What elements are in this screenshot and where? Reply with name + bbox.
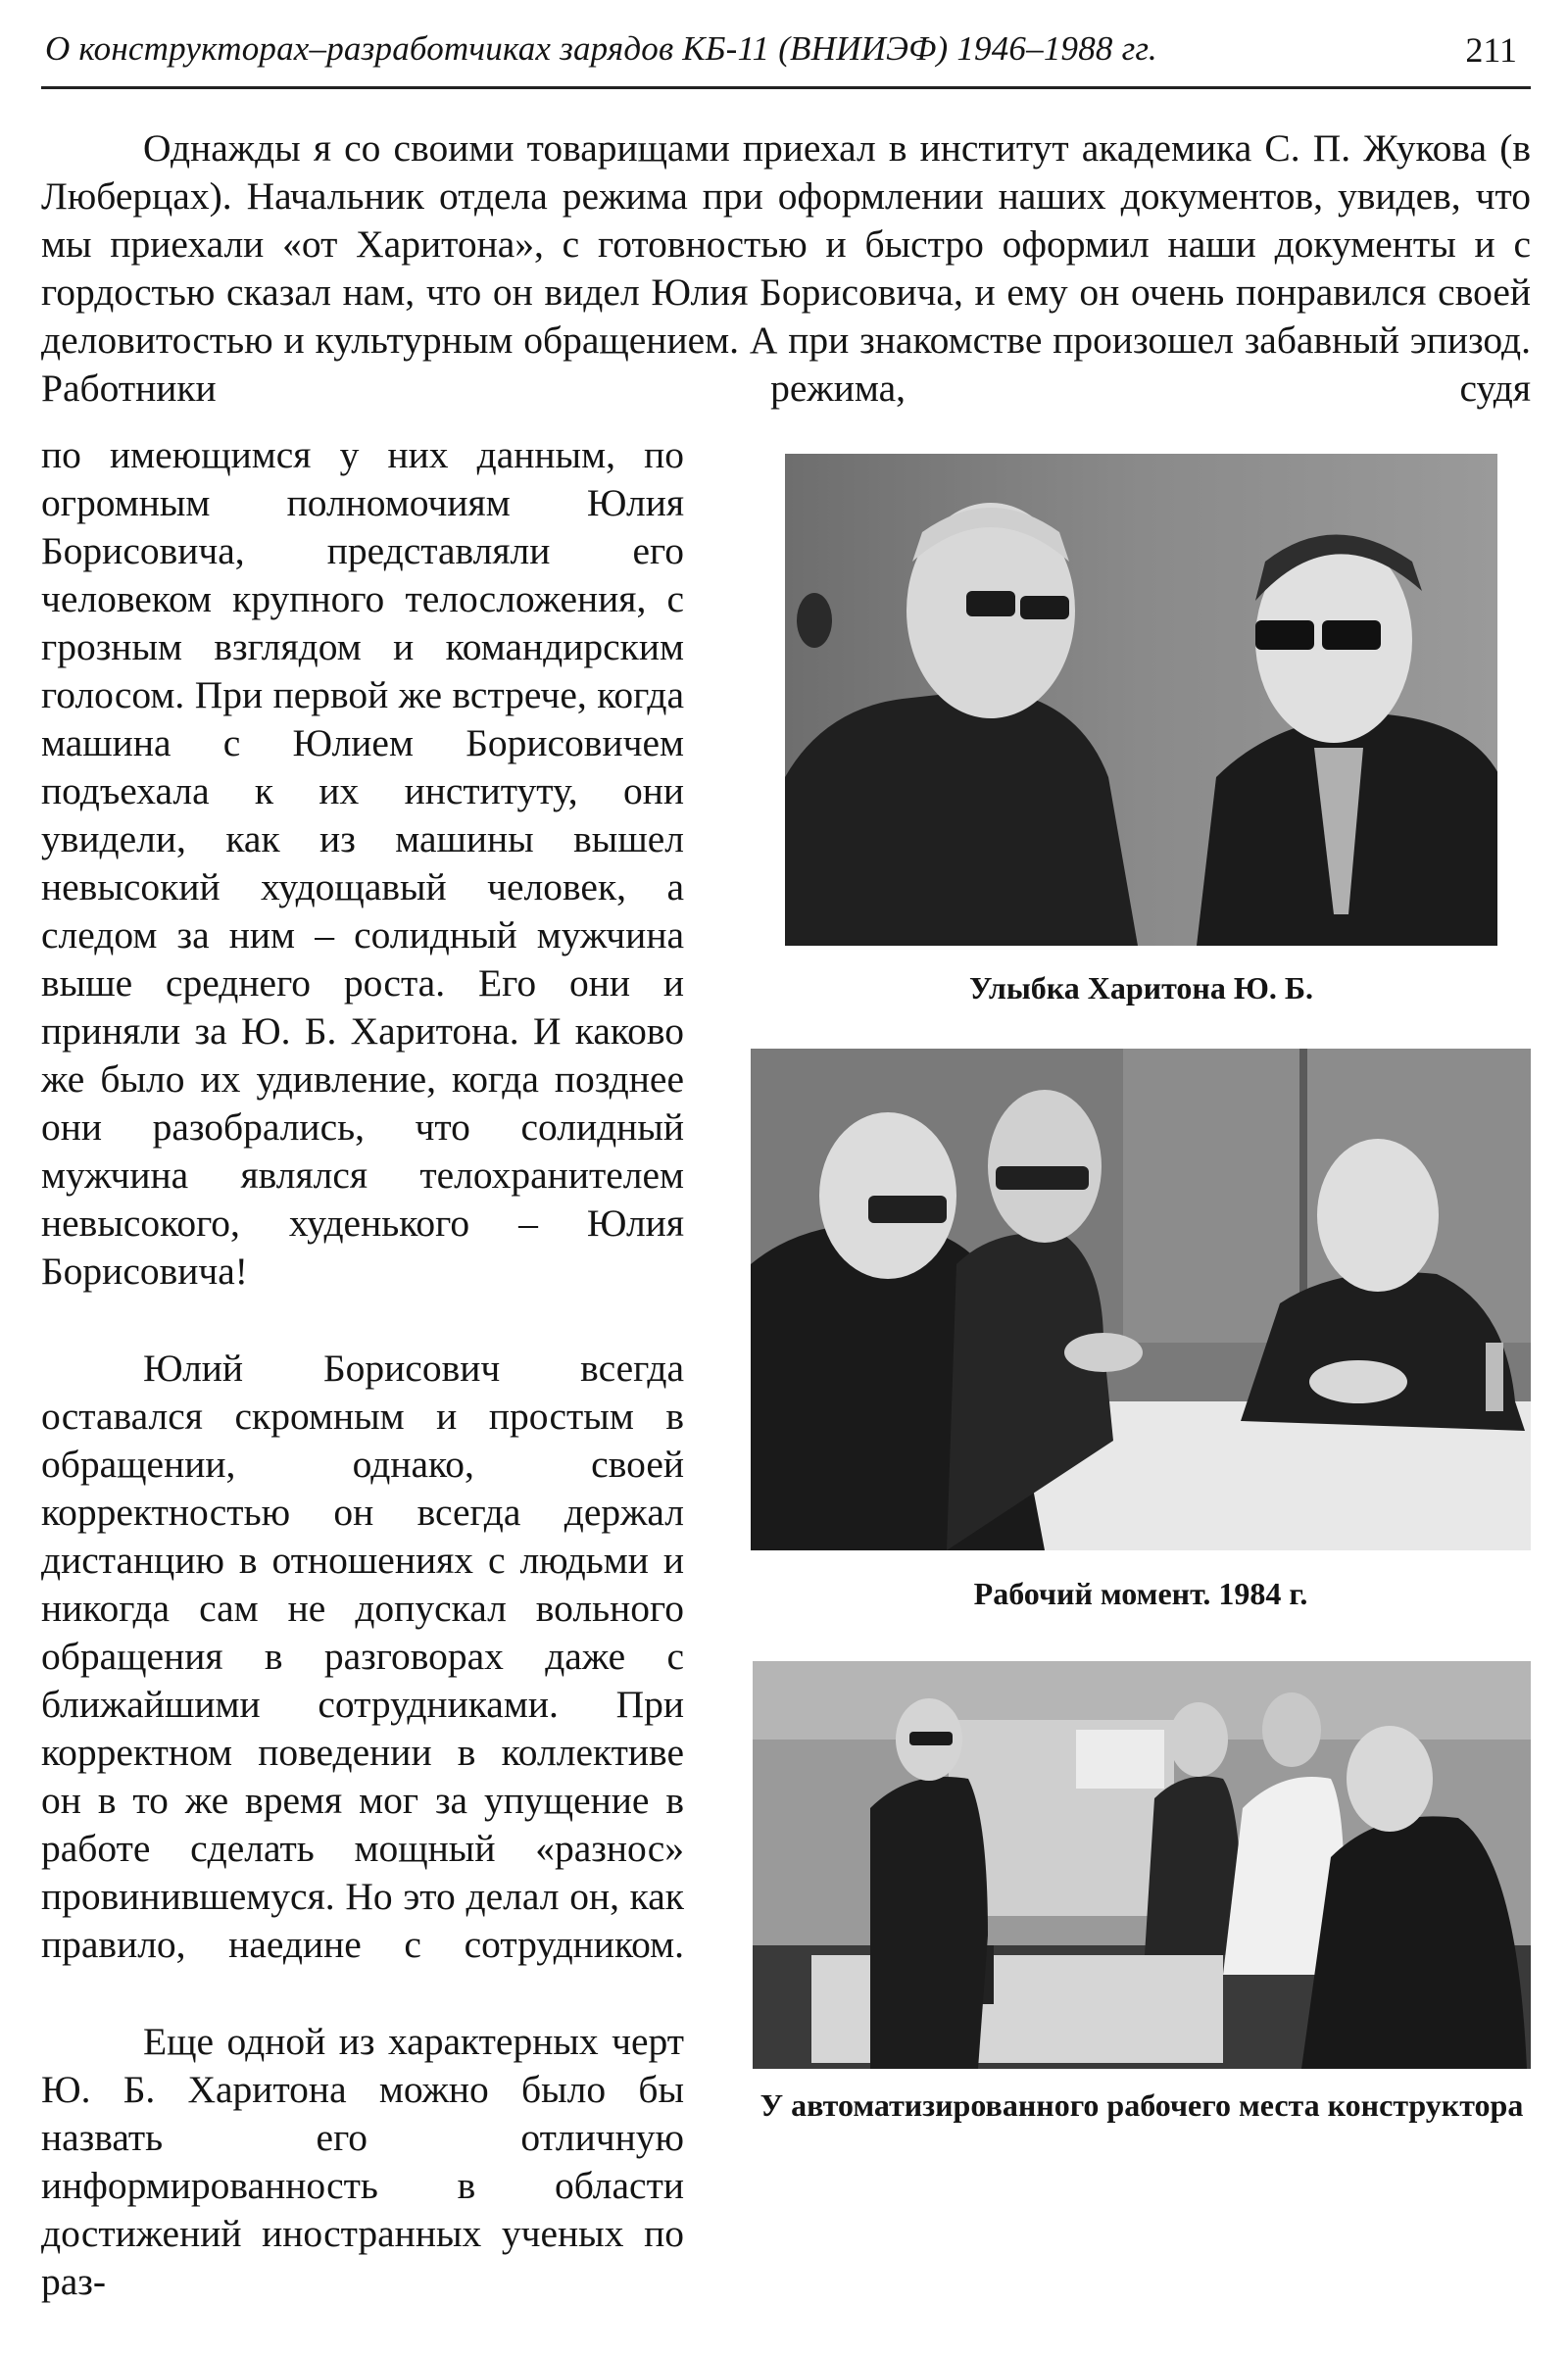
running-title: О конструкторах–разработчиках зарядов КБ-11 (ВНИИЭФ) 1946–1988 гг.: [45, 29, 1157, 68]
running-header: [41, 25, 1531, 89]
lead-text-block: [41, 124, 1531, 461]
column-paragraph: по имеющимся у них данным, по огромным полномочиям Юлия Борисовича, представляли его человеком крупного телосложения, с грозным взглядом и командирским голосом. При первой же встрече, когда машина с Юлием Борисовичем подъехала к их институту, они увидели, как из машины вышел невысокий худощавый человек, а следом за ним – солидный мужчина выше среднего роста. Его они и приняли за Ю. Б. Харитона. И каково же было их удивление, когда позднее они разобрались, что солидный мужчина являлся телохранителем невысокого, худенького – Юлия Борисовича!: [41, 433, 684, 1293]
photo-automated-workstation: [753, 1661, 1531, 2069]
photo-khariton-smile: [785, 454, 1497, 946]
figure-caption: Улыбка Харитона Ю. Б.: [968, 970, 1314, 1005]
text-column: [41, 431, 684, 2354]
figure-caption: У автоматизированного рабочего места конструктора: [760, 2087, 1524, 2123]
lead-paragraph: Однажды я со своими товарищами приехал в институт академика С. П. Жукова (в Люберцах). Начальник отдела режима при оформлении наших документов, увидев, что мы приехали «от Харитона», с готовностью и быстро оформил наши документы и с гордостью сказал нам, что он видел Юлия Борисовича, и ему он очень понравился своей деловитостью и культурным обращением. А при знакомстве произошел забавный эпизод. Работники режима, судя: [41, 126, 1531, 410]
page-number: 211: [1465, 30, 1517, 70]
column-paragraph: Юлий Борисович всегда оставался скромным и простым в обращении, однако, своей корректностью он всегда держал дистанцию в отношениях с людьми и никогда сам не допускал вольного обращения в разговорах даже с ближайшими сотрудниками. При корректном поведении в коллективе он в то же время мог за упущение в работе сделать мощный «разнос» провинившемуся. Но это делал он, как правило, наедине с сотрудником.: [41, 1347, 684, 1966]
figure-caption: Рабочий момент. 1984 г.: [973, 1576, 1308, 1611]
photo-working-moment: [751, 1049, 1531, 1550]
column-paragraph: Еще одной из характерных черт Ю. Б. Харитона можно было бы назвать его отличную информированность в области достижений иностранных ученых по раз-: [41, 2020, 684, 2303]
